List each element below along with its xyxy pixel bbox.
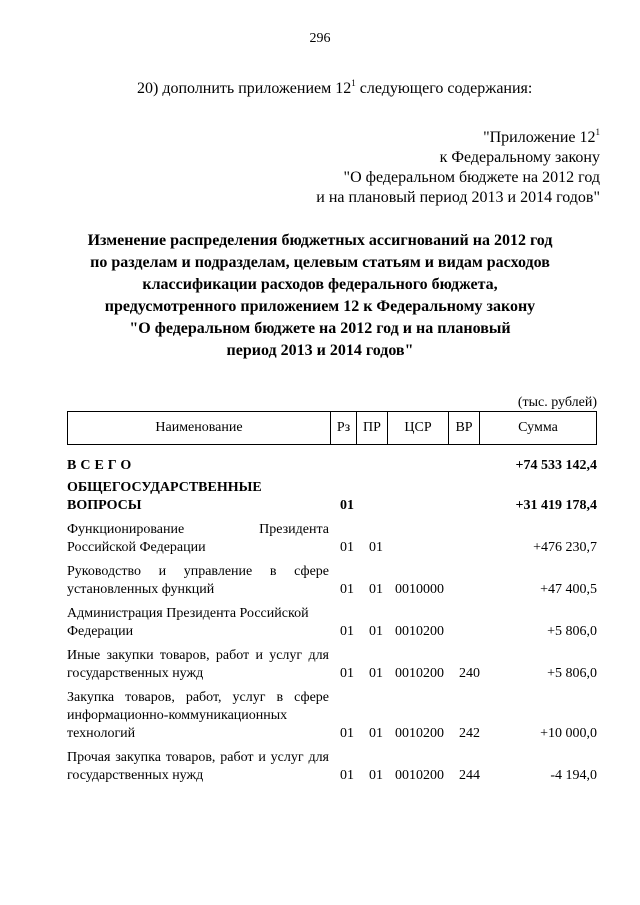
- appendix-reference: [290, 122, 600, 208]
- heading-line-2: по разделам и подразделам, целевым статьям и видам расходов: [90, 254, 550, 271]
- row-name: Закупка товаров, работ, услуг в сфере информационно-коммуникационных технологий: [67, 690, 329, 741]
- row-csr: 0010200: [395, 726, 444, 741]
- intro-paragraph: [137, 78, 532, 98]
- header-sum: Сумма: [480, 412, 597, 445]
- row-rz: 01: [340, 624, 354, 639]
- table-row: [67, 749, 597, 785]
- table-row: [67, 521, 597, 557]
- heading-line-1: Изменение распределения бюджетных ассигнований на 2012 год: [87, 232, 553, 249]
- row-rz: 01: [340, 582, 354, 597]
- heading-line-5: "О федеральном бюджете на 2012 год и на плановый: [129, 320, 511, 337]
- row-rz: 01: [340, 726, 354, 741]
- row-pr: 01: [369, 726, 383, 741]
- heading-line-3: классификации расходов федерального бюджета,: [142, 276, 498, 293]
- row-name: Прочая закупка товаров, работ и услуг для государственных нужд: [67, 750, 329, 783]
- row-name: Администрация Президента Российской Федерации: [67, 606, 309, 639]
- header-name: Наименование: [68, 412, 331, 445]
- row-sum: -4 194,0: [550, 768, 597, 783]
- row-sum: +10 000,0: [540, 726, 597, 741]
- row-pr: 01: [369, 540, 383, 555]
- row-name: Функционирование Президента Российской Федерации: [67, 522, 329, 555]
- table-body: [67, 457, 597, 785]
- appendix-line-1: [290, 122, 600, 148]
- row-name: Иные закупки товаров, работ и услуг для государственных нужд: [67, 648, 329, 681]
- row-csr: 0010200: [395, 768, 444, 783]
- row-rz: 01: [340, 768, 354, 783]
- intro-text-after: следующего содержания:: [355, 80, 533, 97]
- units-label: (тыс. рублей): [517, 395, 597, 410]
- intro-superscript: 1: [351, 78, 356, 88]
- table-row: [67, 689, 597, 743]
- header-rz: Рз: [331, 412, 357, 445]
- row-pr: 01: [369, 666, 383, 681]
- row-vr: 240: [459, 666, 480, 681]
- row-csr: 0010000: [395, 582, 444, 597]
- appendix-line-4: и на плановый период 2013 и 2014 годов": [316, 189, 600, 206]
- appendix-title: "Приложение 12: [483, 129, 596, 146]
- row-rz: 01: [340, 540, 354, 555]
- table-row: [67, 563, 597, 599]
- row-sum: +74 533 142,4: [515, 458, 597, 473]
- row-vr: 244: [459, 768, 480, 783]
- header-pr: ПР: [357, 412, 388, 445]
- row-name: Руководство и управление в сфере установленных функций: [67, 564, 329, 597]
- row-rz: 01: [340, 666, 354, 681]
- header-csr: ЦСР: [388, 412, 449, 445]
- intro-text-before: 20) дополнить приложением 12: [137, 80, 352, 97]
- row-pr: 01: [369, 624, 383, 639]
- table-header: [67, 411, 597, 445]
- row-rz: 01: [340, 498, 354, 513]
- document-heading: [70, 230, 570, 362]
- row-sum: +5 806,0: [547, 666, 597, 681]
- header-vr: ВР: [449, 412, 480, 445]
- heading-line-6: период 2013 и 2014 годов": [226, 342, 414, 359]
- row-pr: 01: [369, 768, 383, 783]
- row-name: ОБЩЕГОСУДАРСТВЕННЫЕ ВОПРОСЫ: [67, 480, 262, 513]
- page-number: 296: [309, 31, 331, 46]
- row-sum: +5 806,0: [547, 624, 597, 639]
- row-csr: 0010200: [395, 624, 444, 639]
- appendix-line-3: "О федеральном бюджете на 2012 год: [343, 169, 600, 186]
- row-name: ВСЕГО: [67, 458, 136, 473]
- table-row: [67, 647, 597, 683]
- row-sum: +47 400,5: [540, 582, 597, 597]
- table-row: [67, 605, 597, 641]
- appendix-superscript: 1: [595, 127, 600, 137]
- heading-line-4: предусмотренного приложением 12 к Федеральному закону: [104, 298, 536, 315]
- table-row: [67, 457, 597, 475]
- row-vr: 242: [459, 726, 480, 741]
- appendix-line-2: к Федеральному закону: [439, 149, 600, 166]
- table-row: [67, 479, 597, 515]
- row-sum: +476 230,7: [533, 540, 597, 555]
- row-sum: +31 419 178,4: [515, 498, 597, 513]
- row-pr: 01: [369, 582, 383, 597]
- row-csr: 0010200: [395, 666, 444, 681]
